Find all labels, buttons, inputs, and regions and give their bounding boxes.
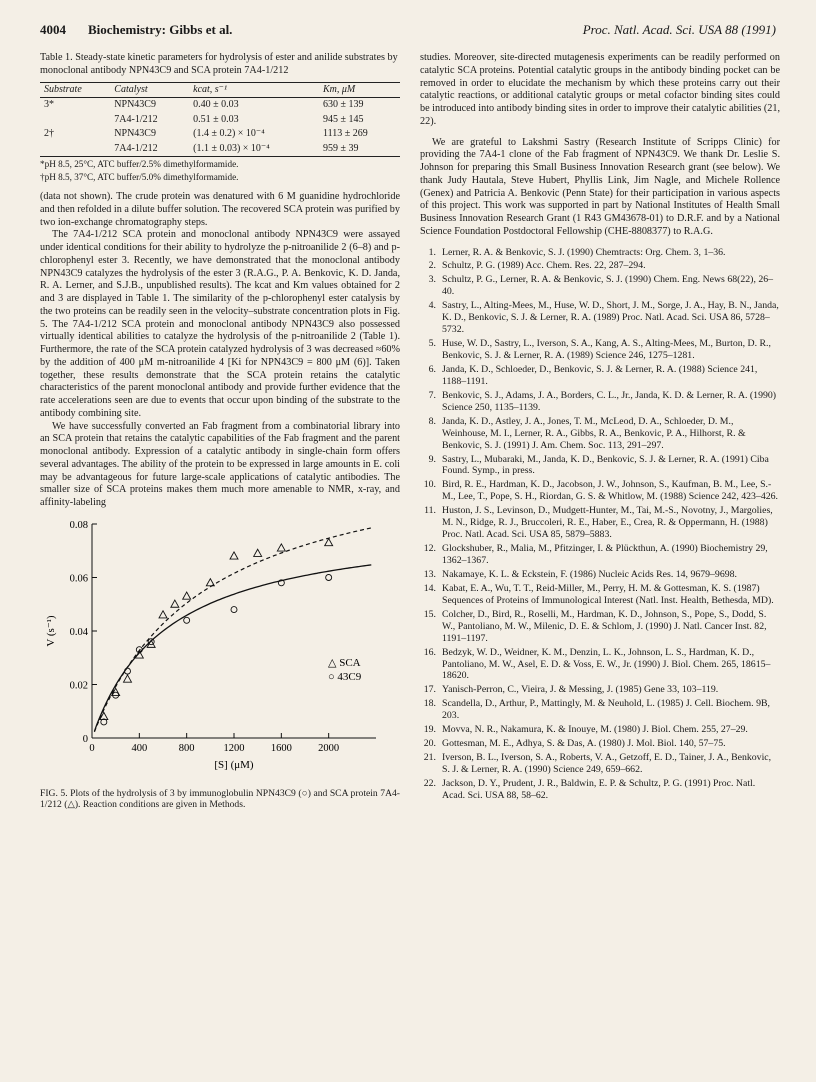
- reference-item: [420, 698, 780, 722]
- reference-item: [420, 260, 780, 272]
- chart-svg: [40, 516, 400, 781]
- table-header: Km, μM: [319, 82, 400, 98]
- table-cell: [40, 113, 110, 128]
- table-cell: [40, 142, 110, 157]
- table-caption: Table 1. Steady-state kinetic parameters for hydrolysis of ester and anilide substrates by monoclonal antibody NPN43C9 and SCA protein 7A4-1/212: [40, 52, 398, 76]
- sca-data-point: [230, 552, 238, 559]
- table-header: kcat, s⁻¹: [189, 82, 319, 98]
- table-cell: 7A4-1/212: [110, 142, 189, 157]
- reference-number: 13.: [423, 568, 436, 580]
- reference-number: 18.: [423, 698, 436, 710]
- running-header: [40, 22, 776, 40]
- reference-text: Schultz, P. G., Lerner, R. A. & Benkovic, S. J. (1990) Chem. Eng. News 68(22), 26–40.: [442, 274, 774, 298]
- x-tick-label: 800: [178, 742, 195, 754]
- reference-text: Lerner, R. A. & Benkovic, S. J. (1990) Chemtracts: Org. Chem. 3, 1–36.: [442, 246, 726, 258]
- sca-fit-curve: [94, 528, 371, 732]
- reference-item: [420, 505, 780, 541]
- reference-item: [420, 778, 780, 802]
- sca-data-point: [171, 600, 179, 607]
- table-cell: (1.4 ± 0.2) × 10⁻⁴: [193, 128, 265, 139]
- acknowledgment: We are grateful to Lakshmi Sastry (Research Institute of Scripps Clinic) for providing the 7A4-1 clone of the Fab fragment of NPN43C9. We thank Dr. Leslie S. Johnson for preparing this Small Business Innovation Research grant (see below). We thank Judy Hautala, Steve Hubert, Phyllis Link, Jim Nagle, and Michele Rollence (Genex) and Patricia A. Benkovic (Penn State) for their participation in various aspects of this project. This work was supported in part by National Institutes of Health Small Business Innovation Research Grant (1 R43 GM43678-01) to D.R.F. and by a National Science Foundation Postdoctoral Fellowship (CHE-8808377) to R.A.G.: [420, 136, 780, 237]
- reference-text: Iverson, B. L., Iverson, S. A., Roberts, V. A., Getzoff, E. D., Tainer, J. A., Benkovic, S. J. & Lerner, R. A. (1990) Science 249, 659–662.: [442, 752, 772, 775]
- 43c9-fit-curve: [94, 565, 371, 731]
- reference-number: 15.: [423, 608, 436, 620]
- y-tick-label: 0.02: [69, 680, 88, 692]
- table-cell: 630 ± 139: [322, 99, 364, 110]
- table-row: [40, 98, 400, 113]
- x-tick-label: 1600: [270, 742, 292, 754]
- sca-data-point: [325, 538, 333, 545]
- reference-text: Yanisch-Perron, C., Vieira, J. & Messing, J. (1985) Gene 33, 103–119.: [442, 684, 719, 696]
- page-number: 4004: [40, 22, 66, 37]
- reference-item: [420, 300, 780, 336]
- reference-text: Glockshuber, R., Malia, M., Pfitzinger, I. & Plückthun, A. (1990) Biochemistry 29, 1362–1367.: [442, 543, 768, 566]
- x-axis-label: [S] (μM): [214, 758, 254, 771]
- reference-item: [420, 454, 780, 478]
- y-tick-label: 0.08: [69, 519, 88, 531]
- reference-text: Sastry, L., Mubaraki, M., Janda, K. D., Benkovic, S. J. & Lerner, R. A. (1991) Ciba Found. Symp., in press.: [442, 453, 769, 477]
- reference-item: [420, 609, 780, 645]
- reference-number: 9.: [428, 453, 436, 465]
- reference-list: [420, 247, 780, 802]
- body-paragraph: The 7A4-1/212 SCA protein and monoclonal antibody NPN43C9 were assayed under identical conditions for their ability to hydrolyze the p-nitroanilide 2 (6–8) and p-chlorophenyl ester 3. Recently, we have demonstrated that the monoclonal antibody NPN43C9 catalyzes the hydrolysis of the ester 3 (R.A.G., P. A. Benkovic, K. D. Janda, R. A. Lerner, and S.J.B., unpublished results). The kcat and Km values obtained for 2 and 3 are displayed in Table 1. The similarity of the p-chlorophenyl ester catalysis by the two proteins can be readily seen in the velocity–substrate concentration plots in Fig. 5. The 7A4-1/212 SCA protein and monoclonal antibody NPN43C9 also possessed virtually identical abilities to catalyze the hydrolysis of the p-nitroanilide 2 (Table 1). Furthermore, the rate of the SCA protein catalyzed hydrolysis of 3 was decreased ≈60% by the addition of 400 μM m-nitroanilide 4 [Ki for NPN43C9 = 800 μM (6)]. Taken together, these results demonstrate that the SCA protein retains the catalytic characteristics of the parent monoclonal antibody and provide further evidence that the rate accelerations seen are due to events that occur upon binding of the substrate to the antibody combining site.: [40, 229, 400, 419]
- 43c9-data-point: [231, 606, 237, 612]
- reference-item: [420, 738, 780, 750]
- reference-text: Scandella, D., Arthur, P., Mattingly, M. & Neuhold, L. (1985) J. Cell. Biochem. 9B, 203.: [442, 698, 770, 722]
- journal-reference: Proc. Natl. Acad. Sci. USA 88 (1991): [582, 22, 776, 37]
- reference-number: 11.: [424, 505, 436, 517]
- table-footnote: *pH 8.5, 25°C, ATC buffer/2.5% dimethylformamide.: [40, 159, 239, 169]
- reference-text: Janda, K. D., Astley, J. A., Jones, T. M., McLeod, D. A., Schloeder, D. M., Weinhouse, M. I., Lerner, R. A., Gibbs, R. A., Benkovic, P. A., Hilhorst, R. & Benkovic, S. J. (1991) J. Am. Chem. Soc. 113, 291–297.: [442, 415, 746, 451]
- reference-number: 14.: [423, 582, 436, 594]
- table-cell: (1.1 ± 0.03) × 10⁻⁴: [189, 142, 319, 157]
- reference-text: Kabat, E. A., Wu, T. T., Reid-Miller, M., Perry, H. M. & Gottesman, K. S. (1987) Sequences of Proteins of Immunological Interest (Natl. Inst. Health, Bethesda, MD).: [442, 582, 774, 606]
- figure-5-chart: [40, 516, 400, 786]
- reference-text: Sastry, L., Alting-Mees, M., Huse, W. D., Short, J. M., Sorge, J. A., Hay, B. N., Janda, K. D., Benkovic, S. J. & Lerner, R. A. (1989) Proc. Natl. Acad. Sci. USA 86, 5728–5732.: [442, 300, 779, 336]
- table-cell: 7A4-1/212: [114, 113, 158, 125]
- x-tick-label: 0: [89, 742, 95, 754]
- reference-number: 3.: [428, 274, 436, 286]
- reference-item: [420, 338, 780, 362]
- reference-number: 5.: [428, 338, 436, 350]
- reference-number: 21.: [423, 752, 436, 764]
- legend-entry-43c9: ○ 43C9: [328, 670, 362, 683]
- reference-item: [420, 684, 780, 696]
- body-paragraph: (data not shown). The crude protein was denatured with 6 M guanidine hydrochloride and then refolded in a dilute buffer solution. The recovered SCA protein was purified by two ion-exchange chromatography steps.: [40, 191, 400, 228]
- reference-number: 1.: [428, 246, 436, 258]
- body-paragraph: studies. Moreover, site-directed mutagenesis experiments can be readily performed on catalytic SCA proteins. Potential catalytic groups in the antibody binding pocket can be removed in order to elucidate the mechanism by which these proteins carry out their catalytic reactions, or additional catalytic groups or metal cofactor binding sites could be introduced into antibody binding sites in order to improve their catalytic abilities (21, 22).: [420, 52, 780, 127]
- reference-item: [420, 479, 780, 503]
- reference-text: Colcher, D., Bird, R., Roselli, M., Hardman, K. D., Johnson, S., Pope, S., Dodd, S. W., Pantoliano, M. W., Milenic, D. E. & Schlom, J. (1990) J. Natl. Cancer Inst. 82, 1191–1197.: [442, 608, 767, 644]
- body-paragraph: We have successfully converted an Fab fragment from a combinatorial library into an SCA protein that retains the catalytic capabilities of the Fab fragment and the parent monoclonal antibody. Expression of a catalytic antibody in single-chain form offers several advantages. The ability of the protein to be expressed in large amounts in E. coli may be advantageous for future large-scale applications of catalytic antibodies. The smaller size of SCA proteins makes them much more amenable to NMR, x-ray, and affinity-labeling: [40, 420, 400, 509]
- table-row: [40, 127, 400, 142]
- sca-data-point: [277, 544, 285, 551]
- reference-item: [420, 390, 780, 414]
- table-header: Substrate: [40, 82, 110, 98]
- 43c9-data-point: [184, 617, 190, 623]
- reference-text: Janda, K. D., Schloeder, D., Benkovic, S. J. & Lerner, R. A. (1988) Science 241, 1188–1191.: [442, 363, 758, 387]
- sca-data-point: [254, 549, 262, 556]
- table-cell: 0.40 ± 0.03: [193, 99, 239, 110]
- reference-number: 16.: [423, 646, 436, 658]
- reference-number: 20.: [423, 738, 436, 750]
- sca-data-point: [183, 592, 191, 599]
- reference-text: Benkovic, S. J., Adams, J. A., Borders, C. L., Jr., Janda, K. D. & Lerner, R. A. (1990) Science 250, 1135–1139.: [442, 389, 777, 413]
- legend-entry-sca: △ SCA: [328, 656, 361, 669]
- table-cell: 1113 ± 269: [322, 128, 368, 139]
- reference-number: 8.: [428, 415, 436, 427]
- table-cell: 2†: [44, 128, 54, 139]
- reference-number: 17.: [423, 684, 436, 696]
- table-footnote: †pH 8.5, 37°C, ATC buffer/5.0% dimethylformamide.: [40, 172, 239, 183]
- reference-number: 10.: [423, 479, 436, 491]
- reference-number: 19.: [423, 724, 436, 736]
- figure-caption: FIG. 5. Plots of the hydrolysis of 3 by immunoglobulin NPN43C9 (○) and SCA protein 7A4-1/212 (△). Reaction conditions are given in Methods.: [40, 787, 400, 811]
- table-cell: 3*: [44, 99, 54, 110]
- reference-text: Bedzyk, W. D., Weidner, K. M., Denzin, L. K., Johnson, L. S., Hardman, K. D., Pantoliano, M. W., Asel, E. D. & Voss, E. W., Jr. (1990) J. Biol. Chem. 265, 18615–18620.: [442, 646, 771, 682]
- reference-number: 4.: [428, 300, 436, 312]
- left-column: [40, 52, 400, 811]
- y-tick-label: 0: [82, 733, 88, 745]
- journal-author: Biochemistry: Gibbs et al.: [88, 22, 233, 37]
- reference-number: 22.: [423, 777, 436, 789]
- reference-number: 6.: [428, 363, 436, 375]
- table-cell: 0.51 ± 0.03: [193, 113, 239, 125]
- reference-item: [420, 724, 780, 736]
- table-header: Catalyst: [110, 82, 189, 98]
- reference-item: [420, 247, 780, 259]
- table-cell: NPN43C9: [114, 99, 156, 110]
- right-column: [420, 52, 780, 804]
- reference-text: Huse, W. D., Sastry, L., Iverson, S. A., Kang, A. S., Alting-Mees, M., Burton, D. R., Benkovic, S. J. & Lerner, R. A. (1989) Science 246, 1275–1281.: [442, 338, 771, 361]
- reference-item: [420, 752, 780, 776]
- x-tick-label: 2000: [318, 742, 340, 754]
- table-cell: 959 ± 39: [319, 142, 400, 157]
- reference-text: Jackson, D. Y., Prudent, J. R., Baldwin, E. P. & Schultz, P. G. (1991) Proc. Natl. Acad. Sci. USA 88, 58–62.: [442, 777, 756, 801]
- y-tick-label: 0.06: [69, 573, 88, 585]
- reference-text: Schultz, P. G. (1989) Acc. Chem. Res. 22, 287–294.: [442, 260, 646, 272]
- reference-text: Nakamaye, K. L. & Eckstein, F. (1986) Nucleic Acids Res. 14, 9679–9698.: [442, 568, 737, 580]
- table-cell: 945 ± 145: [322, 113, 364, 125]
- reference-text: Bird, R. E., Hardman, K. D., Jacobson, J. W., Johnson, S., Kaufman, B. M., Lee, S.-M., Lee, T., Pope, S. H., Riordan, G. S. & Whitlow, M. (1988) Science 242, 423–426.: [442, 479, 778, 503]
- y-tick-label: 0.04: [69, 626, 88, 638]
- table-header-row: [40, 82, 400, 98]
- reference-item: [420, 569, 780, 581]
- reference-item: [420, 274, 780, 298]
- sca-data-point: [124, 675, 132, 682]
- reference-item: [420, 583, 780, 607]
- table-cell: NPN43C9: [114, 128, 156, 139]
- y-axis-label: V (s⁻¹): [45, 615, 57, 647]
- table-row: [40, 113, 400, 128]
- kinetics-table: [40, 82, 400, 158]
- reference-text: Movva, N. R., Nakamura, K. & Inouye, M. (1980) J. Biol. Chem. 255, 27–29.: [442, 724, 748, 736]
- reference-item: [420, 416, 780, 452]
- reference-text: Gottesman, M. E., Adhya, S. & Das, A. (1980) J. Mol. Biol. 140, 57–75.: [442, 738, 726, 750]
- table-row: [40, 142, 400, 157]
- reference-text: Huston, J. S., Levinson, D., Mudgett-Hunter, M., Tai, M.-S., Novotny, J., Margolies, M. N., Ridge, R. J., Bruccoleri, R. E., Haber, E., Crea, R. & Oppermann, H. (1988) Proc. Natl. Acad. Sci. USA 85, 5879–5883.: [442, 505, 773, 541]
- sca-data-point: [159, 611, 167, 618]
- reference-item: [420, 543, 780, 567]
- x-tick-label: 400: [131, 742, 148, 754]
- x-tick-label: 1200: [223, 742, 245, 754]
- 43c9-data-point: [326, 574, 332, 580]
- reference-number: 2.: [428, 260, 436, 272]
- reference-item: [420, 647, 780, 683]
- reference-number: 12.: [423, 543, 436, 555]
- reference-item: [420, 364, 780, 388]
- reference-number: 7.: [428, 389, 436, 401]
